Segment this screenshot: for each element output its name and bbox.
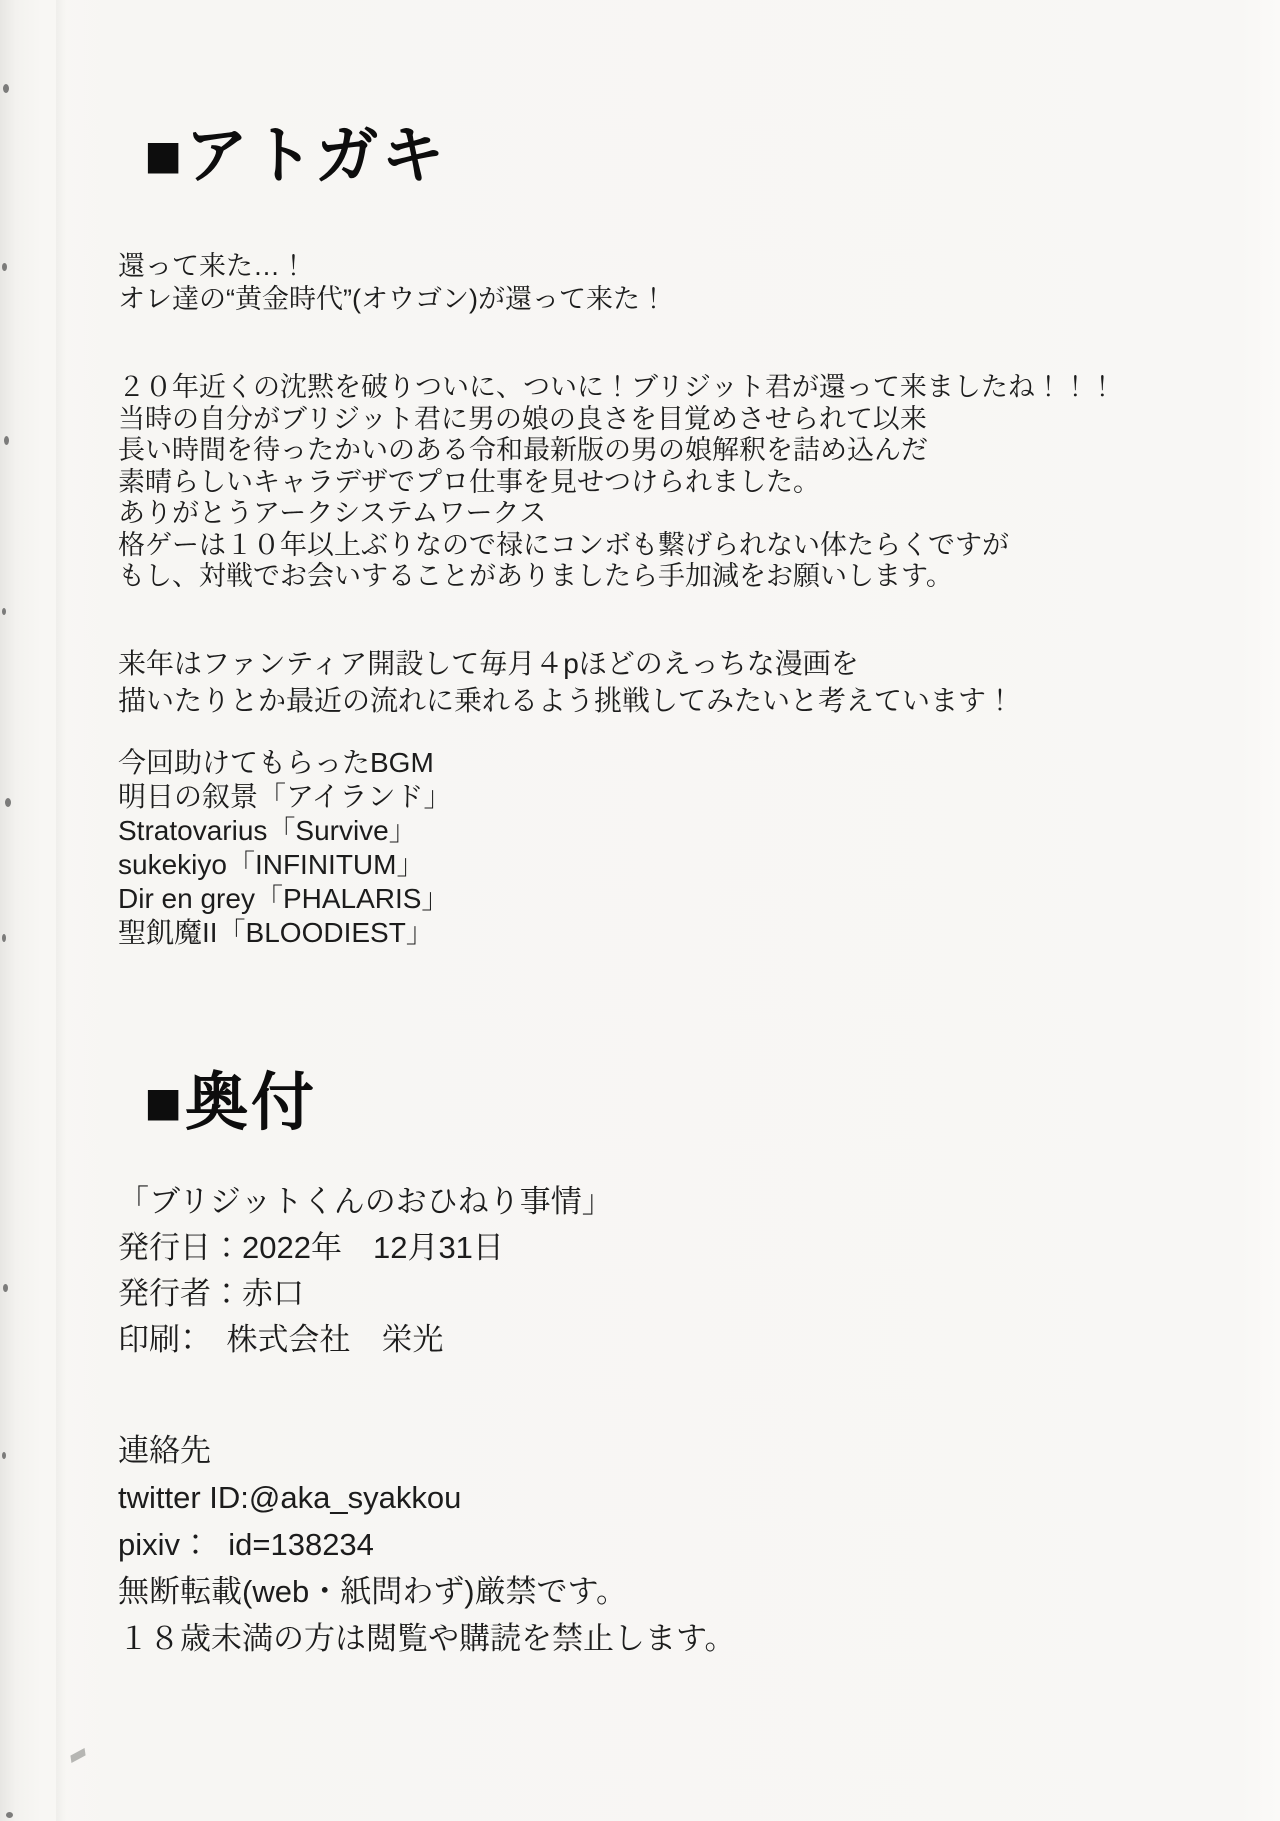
text-line: 長い時間を待ったかいのある令和最新版の男の娘解釈を詰め込んだ: [118, 435, 928, 465]
text-line: 素晴らしいキャラデザでプロ仕事を見せつけられました。: [118, 466, 820, 497]
book-title: 「ブリジットくんのおひねり事情」: [118, 1183, 613, 1219]
text-line: オレ達の“黄金時代”(オウゴン)が還って来た！: [118, 284, 667, 314]
contact-details: [118, 1427, 1220, 1662]
colophon-heading: ■奥付: [144, 1067, 318, 1138]
text-line: 来年はファンティア開設して毎月４pほどのえっちな漫画を: [118, 647, 859, 679]
text-line: 格ゲーは１０年以上ぶりなので禄にコンボも繋げられない体たらくですが: [118, 529, 1009, 560]
bgm-track: Stratovarius「Survive」: [118, 814, 417, 846]
twitter-id: twitter ID:@aka_syakkou: [118, 1479, 462, 1515]
afterword-heading: ■アトガキ: [144, 121, 448, 191]
scan-corner-mark: [70, 1748, 85, 1763]
text-line: 描いたりとか最近の流れに乗れるよう挑戦してみたいと考えています！: [118, 684, 1015, 716]
pixiv-id: pixiv： id=138234: [118, 1526, 374, 1562]
bgm-intro-line: 今回助けてもらったBGM: [118, 746, 434, 778]
bgm-track: 明日の叙景「アイランド」: [118, 780, 452, 812]
text-line: ありがとうアークシステムワークス: [118, 498, 547, 528]
afterword-plans-paragraph: [118, 645, 1220, 719]
notice-reprint: 無断転載(web・紙問わず)厳禁です。: [118, 1573, 628, 1609]
notice-age: １８歳未満の方は閲覧や購読を禁止します。: [118, 1620, 736, 1656]
bgm-track: 聖飢魔II「BLOODIEST」: [118, 916, 434, 948]
bgm-track: Dir en grey「PHALARIS」: [118, 882, 450, 914]
publisher: 発行者：赤口: [118, 1275, 304, 1311]
text-line: もし、対戦でお会いすることがありましたら手加減をお願いします。: [118, 561, 953, 591]
text-line: ２０年近くの沈黙を破りついに、ついに！ブリジット君が還って来ましたね！！！: [118, 372, 1116, 402]
printer: 印刷： 株式会社 栄光: [118, 1321, 444, 1357]
bgm-track: sukekiyo「INFINITUM」: [118, 848, 425, 880]
colophon-details: [118, 1179, 1220, 1363]
afterword-main-paragraph: [118, 372, 1220, 593]
text-line: 還って来た…！: [118, 251, 307, 281]
text-line: 当時の自分がブリジット君に男の娘の良さを目覚めさせられて以来: [118, 403, 927, 434]
afterword-bgm-list: [118, 746, 1220, 950]
contact-label: 連絡先: [118, 1432, 211, 1468]
afterword-opening-paragraph: [118, 250, 1220, 316]
scan-speck: [6, 1812, 13, 1818]
publish-date: 発行日：2022年 12月31日: [118, 1229, 504, 1265]
